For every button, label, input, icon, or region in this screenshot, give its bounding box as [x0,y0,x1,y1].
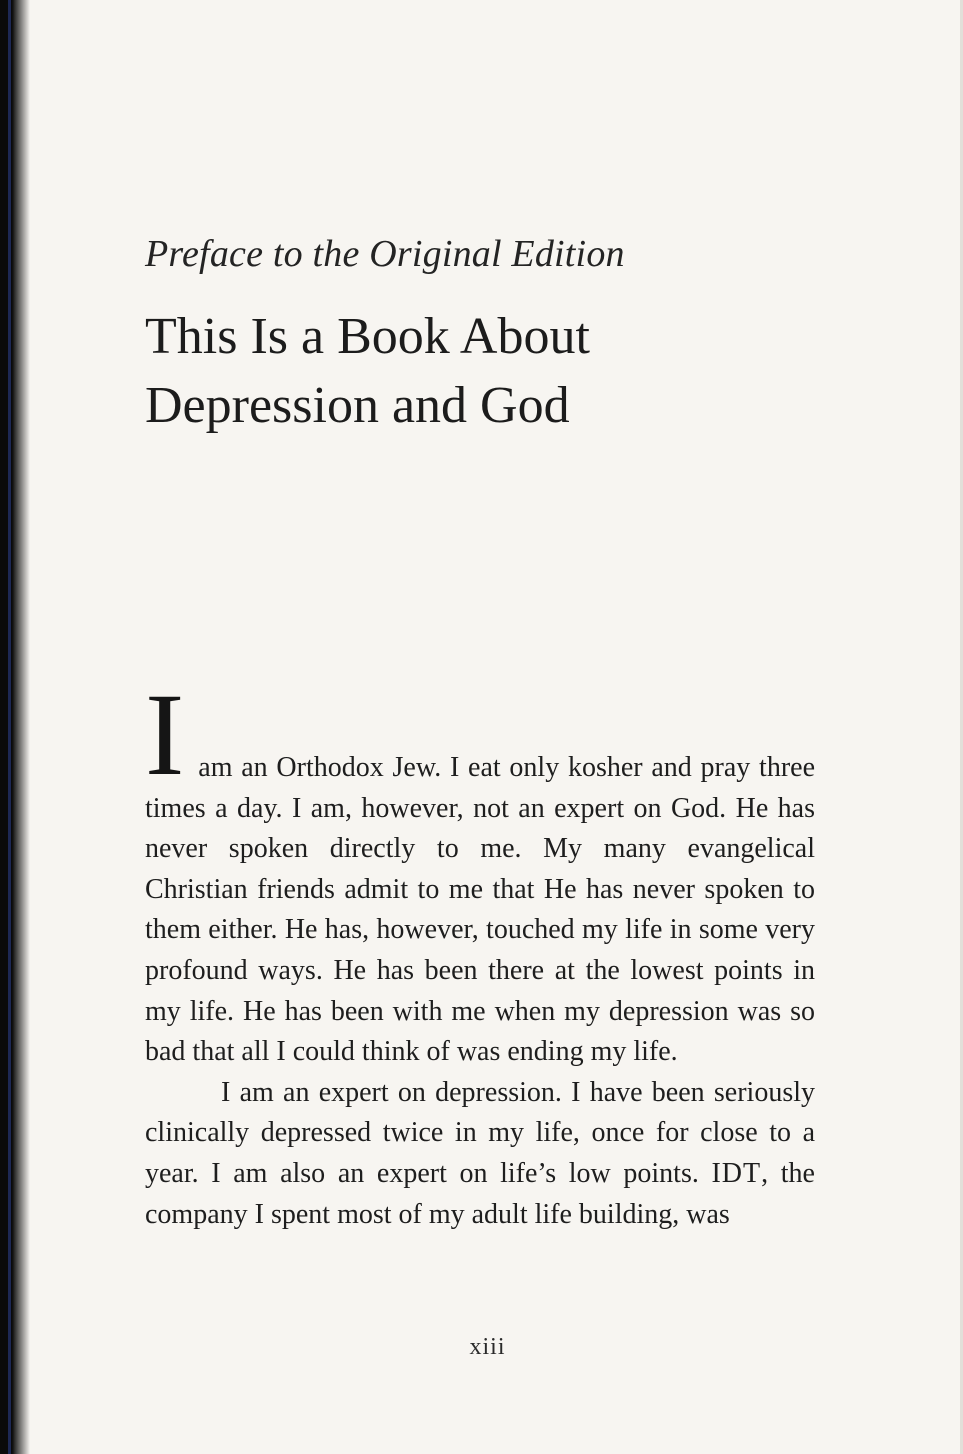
chapter-title-line2: Depression and God [145,377,570,434]
preface-label: Preface to the Original Edition [145,233,625,275]
paragraph-2-text-before: I am an expert on depression. I have been seriously clinically depressed twice in my life, once for close to a year. I am also an expert on life’s low points. [145,1076,815,1189]
paragraph-2-text-after: , the company I spent most of my adult life building, was [145,1157,815,1230]
body-text [145,669,815,1235]
paragraph-1-text: am an Orthodox Jew. I eat only kosher and pray three times a day. I am, however, not an expert on God. He has never spoken directly to me. My many evangelical Christian friends admit to me that He has never spoken to them either. He has, however, touched my life in some very profound ways. He has been there at the lowest points in my life. He has been with me when my depression was so bad that all I could think of was ending my life. [145,752,815,1068]
company-name: IDT [711,1157,762,1189]
page-number: xiii [469,1334,506,1360]
page-edge [8,0,11,1454]
book-page [12,0,963,1454]
drop-cap: I [145,669,185,800]
paragraph-2 [145,1073,815,1235]
chapter-title-line1: This Is a Book About [145,308,590,365]
chapter-title [145,302,845,440]
paragraph-1 [145,669,815,1073]
